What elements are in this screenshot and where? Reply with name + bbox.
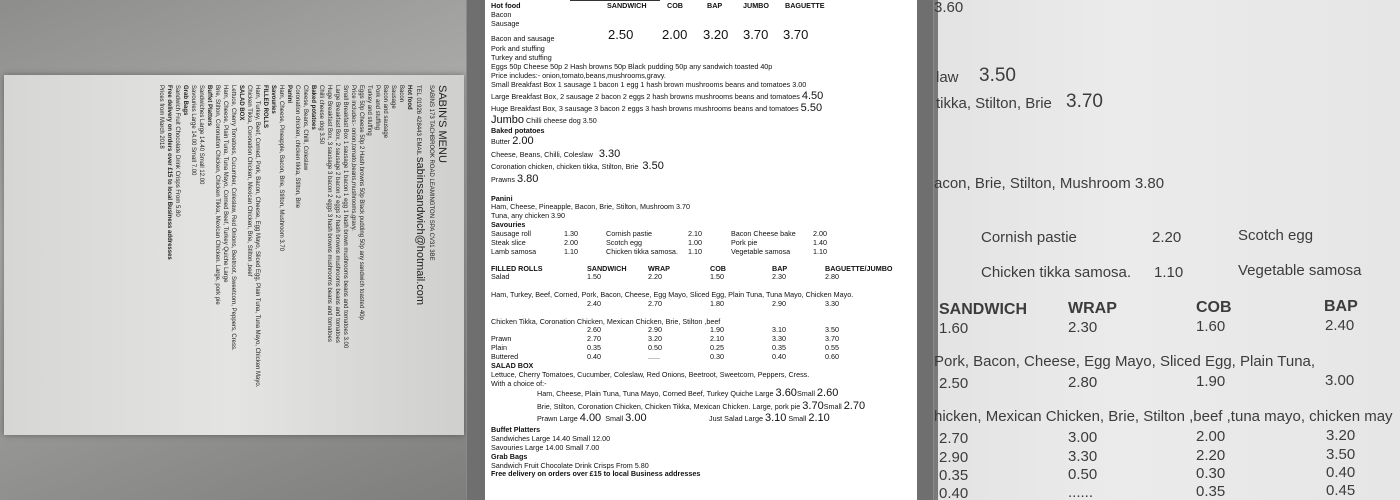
salad-row-wrap: 2.20 xyxy=(648,272,662,281)
buttered-row-baguette: 0.60 xyxy=(825,352,839,361)
salad-box-line: Lettuce, Cherry Tomatoes, Cucumber, Coleslaw, Red Onions, Beetroot, Sweetcorn, Peppers, Cress. xyxy=(491,370,810,379)
small-breakfast-line: Small Breakfast Box 1 sausage 1 bacon 1 egg 1 hash brown mushrooms beans and tomatoes 3.00 xyxy=(491,80,807,89)
photo-grab1: Sandwich Fruit Chocolate Drink Crisps From 5.80 xyxy=(174,85,180,217)
photo-bacon: Bacon xyxy=(398,85,404,103)
zoom-law: law xyxy=(936,69,959,86)
just-salad-small: 2.10 xyxy=(808,412,830,424)
photo-savouries: Savouries xyxy=(270,85,276,114)
price-includes-line: Price includes:- onion,tomato,beans,mushrooms,gravy. xyxy=(491,71,666,80)
prawns-price: 3.80 xyxy=(516,173,539,185)
photo-baked: Baked potatoes xyxy=(310,85,316,130)
choice1-small-label: Small xyxy=(796,389,815,398)
chicken-bap: 3.10 xyxy=(772,325,786,334)
sav-2-2: Scotch egg xyxy=(606,238,642,247)
menu-photo-rotated xyxy=(9,85,449,425)
zoom-r3-c4: 3.20 xyxy=(1326,427,1356,444)
item-bacon: Bacon xyxy=(491,10,512,19)
huge-breakfast-price: 5.50 xyxy=(800,102,823,114)
zoom-r4-c4: 3.50 xyxy=(1326,446,1356,463)
chicken-line: Chicken Tikka, Coronation Chicken, Mexican Chicken, Brie, Stilton ,beef xyxy=(491,317,721,326)
buttered-row-cob: 0.30 xyxy=(710,352,724,361)
tuna-line: Tuna, any chicken 3.90 xyxy=(491,211,566,220)
prawn-large-price: 4.00 xyxy=(579,412,602,424)
photo-bacon-sausage: Bacon and sausage xyxy=(382,85,388,139)
zoom-r6-c1: 0.40 xyxy=(939,485,969,500)
sav-2-3-price: 1.40 xyxy=(813,238,827,247)
photo-salad-box: SALAD BOX xyxy=(238,85,244,121)
just-salad-small-label: Small xyxy=(788,414,807,423)
col-baguette: BAGUETTE xyxy=(785,1,825,10)
zoom-vegsamosa: Vegetable samosa xyxy=(1238,262,1362,279)
photo-includes: Price includes:- onion,tomato,beans,mushrooms,gravy. xyxy=(350,85,356,231)
butter-label: Butter xyxy=(491,137,511,146)
rolls-title: FILLED ROLLS xyxy=(491,264,543,273)
photo-choice1: Ham, Cheese, Plain Tuna, Tuna Mayo, Corned Beef, Turkey Quiche Large xyxy=(222,85,228,283)
zoom-hdr-cob: COB xyxy=(1196,299,1232,316)
zoom-r2-c3: 1.90 xyxy=(1196,373,1226,390)
prawn-large-label: Prawn Large xyxy=(537,414,578,423)
chicken-sandwich: 2.60 xyxy=(587,325,601,334)
photo-rolls: FILLED ROLLS xyxy=(262,85,268,128)
zoom-acon: acon, Brie, Stilton, Mushroom 3.80 xyxy=(934,175,1165,192)
jumbo-text: Chilli cheese dog 3.50 xyxy=(526,116,597,125)
photo-huge-breakfast: Huge Breakfast Box, 3 sausage 3 bacon 2 eggs 3 hash browns mushrooms beans and tomatoes xyxy=(326,85,332,342)
sav-3-1-price: 1.10 xyxy=(564,247,578,256)
photo-turkey: Turkey and stuffing xyxy=(366,85,372,136)
sav-1-3: Bacon Cheese bake xyxy=(731,229,796,238)
photo-large-breakfast: Large Breakfast Box, 2 sausage 2 bacon 2 eggs 2 hash browns mushrooms beans and tomatoes xyxy=(334,85,340,343)
buttered-row-wrap: ...... xyxy=(648,352,660,361)
photo-tel: TEL 01926 428443 EMAIL xyxy=(415,85,421,156)
zoom-r2-c2: 2.80 xyxy=(1068,374,1098,391)
meats-line: Ham, Turkey, Beef, Corned, Pork, Bacon, Cheese, Egg Mayo, Sliced Egg, Plain Tuna, Tuna Mayo, Chicken Mayo. xyxy=(491,290,854,299)
chicken-baguette: 3.50 xyxy=(825,325,839,334)
zoom-hdr-wrap: WRAP xyxy=(1068,300,1117,317)
zoom-ctsamosa-price: 1.10 xyxy=(1154,264,1184,281)
photo-sausage: Sausage xyxy=(390,85,396,109)
baked-potatoes-title: Baked potatoes xyxy=(491,126,545,135)
choice1-text: Ham, Cheese, Plain Tuna, Tuna Mayo, Corned Beef, Turkey Quiche Large xyxy=(537,389,774,398)
rolls-col-cob: COB xyxy=(710,264,726,273)
zoom-law-price: 3.50 xyxy=(979,65,1016,86)
zoom-hdr-bap: BAP xyxy=(1324,298,1358,315)
prawn-small-price: 3.00 xyxy=(625,412,647,424)
zoom-pork-line: Pork, Bacon, Cheese, Egg Mayo, Sliced Egg, Plain Tuna, xyxy=(934,353,1316,370)
prawn-row-label: Prawn xyxy=(491,334,512,343)
just-salad-large: 3.10 xyxy=(764,412,787,424)
zoom-r5-c3: 0.30 xyxy=(1196,465,1226,482)
sav-1-1: Sausage roll xyxy=(491,229,531,238)
zoom-r4-c3: 2.20 xyxy=(1196,447,1226,464)
zoom-r4-c2: 3.30 xyxy=(1068,448,1098,465)
col-bap: BAP xyxy=(707,1,723,10)
photo-address: SABINS 173 TACHBROOK ROAD LEAMINGTON SPA CV31 3BE xyxy=(428,85,434,261)
plain-row-baguette: 0.55 xyxy=(825,343,839,352)
zoom-tikka-price: 3.70 xyxy=(1066,91,1103,112)
buffet-sandwiches: Sandwiches Large 14.40 Small 12.00 xyxy=(491,434,611,443)
zoom-r6-c4: 0.45 xyxy=(1326,482,1356,499)
grab-bags-line: Sandwich Fruit Chocolate Drink Crisps From 5.80 xyxy=(491,461,649,470)
zoom-r1-c3: 1.60 xyxy=(1196,318,1226,335)
chicken-cob: 1.90 xyxy=(710,325,724,334)
butter-price: 2.00 xyxy=(512,135,534,147)
photo-hot-food: Hot food xyxy=(406,85,412,110)
salad-row-cob: 1.50 xyxy=(710,272,724,281)
zoom-chicken-line: hicken, Mexican Chicken, Brie, Stilton ,beef ,tuna mayo, chicken may xyxy=(934,408,1393,425)
coro-price: 3.50 xyxy=(642,160,664,172)
hot-food-title: Hot food xyxy=(491,1,521,10)
zoom-r5-c4: 0.40 xyxy=(1326,464,1356,481)
choice2-large: 3.70 xyxy=(802,400,824,412)
prawn-row-cob: 2.10 xyxy=(710,334,724,343)
cbcc-label: Cheese, Beans, Chilli, Coleslaw xyxy=(491,150,593,159)
large-breakfast-price: 4.50 xyxy=(801,90,824,102)
zoom-r5-c2: 0.50 xyxy=(1068,466,1098,483)
zoom-r2-c4: 3.00 xyxy=(1325,372,1355,389)
photo-buffet2: Savouries Large 14.00 Small 7.00 xyxy=(190,85,196,176)
meats-sandwich: 2.40 xyxy=(587,299,601,308)
rolls-col-sandwich: SANDWICH xyxy=(587,264,627,273)
photo-salad-line: Lettuce, Cherry Tomatoes, Cucumber, Coleslaw, Red Onions, Beetroot, Sweetcorn, Peppers, Cress. xyxy=(230,85,236,351)
photo-panini: Panini xyxy=(286,85,292,104)
extras-line: Eggs 50p Cheese 50p 2 Hash browns 50p Black pudding 50p any sandwich toasted 40p xyxy=(491,62,773,71)
zoom-r6-c2: ...... xyxy=(1068,484,1094,500)
bs-price-jumbo: 3.70 xyxy=(743,27,769,42)
zoom-r1-c2: 2.30 xyxy=(1068,319,1098,336)
just-salad-label: Just Salad Large xyxy=(709,414,763,423)
choice1-small: 2.60 xyxy=(816,387,839,399)
grab-bags-title: Grab Bags xyxy=(491,452,528,461)
jumbo-label: Jumbo xyxy=(491,114,525,126)
bs-price-sandwich: 2.50 xyxy=(608,27,634,42)
prawns-label: Prawns xyxy=(491,175,515,184)
salad-row-sandwich: 1.50 xyxy=(587,272,601,281)
sav-1-3-price: 2.00 xyxy=(813,229,827,238)
zoom-cornish: Cornish pastie xyxy=(981,229,1077,246)
rolls-col-bap: BAP xyxy=(772,264,788,273)
sav-3-2: Chicken tikka samosa. xyxy=(606,247,678,256)
zoom-tikka: tikka, Stilton, Brie xyxy=(936,95,1052,112)
sav-3-3-price: 1.10 xyxy=(813,247,827,256)
buffet-savouries: Savouries Large 14.00 Small 7.00 xyxy=(491,443,600,452)
zoom-r1-c1: 1.60 xyxy=(939,320,969,337)
item-turkey-stuffing: Turkey and stuffing xyxy=(491,53,552,62)
chicken-wrap: 2.90 xyxy=(648,325,662,334)
photo-choice2: Brie, Stilton, Coronation Chicken, Chicken Tikka, Mexican Chicken. Large, pork pie xyxy=(214,85,220,305)
sav-1-2-price: 2.10 xyxy=(688,229,702,238)
sav-1-2: Cornish pastie xyxy=(606,229,652,238)
item-bacon-sausage: Bacon and sausage xyxy=(491,34,555,43)
sav-2-2-price: 1.00 xyxy=(688,238,702,247)
photo-small-breakfast: Small Breakfast Box 1 sausage 1 bacon 1 egg 1 hash brown mushrooms beans and tomatoes 3.00 xyxy=(342,85,348,349)
salad-box-title: SALAD BOX xyxy=(491,361,534,370)
zoom-ctsamosa: Chicken tikka samosa. xyxy=(981,264,1132,281)
prawn-row-baguette: 3.70 xyxy=(825,334,839,343)
photo-chicken: Chicken Tikka, Coronation Chicken, Mexican Chicken, Brie, Stilton ,beef xyxy=(246,85,252,277)
photo-delivery: Free delivery on orders over £15 to local Business addresses xyxy=(166,85,172,260)
delivery-line: Free delivery on orders over £15 to local Business addresses xyxy=(491,469,701,478)
plain-row-cob: 0.25 xyxy=(710,343,724,352)
buttered-row-bap: 0.40 xyxy=(772,352,786,361)
menu-photo-sheet xyxy=(4,75,464,435)
photo-jumbo: Chilli cheese dog 3.50 xyxy=(318,85,324,145)
sav-2-1: Steak slice xyxy=(491,238,526,247)
prawn-small-label: Small xyxy=(605,414,624,423)
zoom-hdr-sandwich: SANDWICH xyxy=(939,301,1027,318)
zoom-scotch: Scotch egg xyxy=(1238,227,1314,244)
savouries-title: Savouries xyxy=(491,220,526,229)
zoom-cornish-price: 2.20 xyxy=(1152,229,1182,246)
meats-bap: 2.90 xyxy=(772,299,786,308)
photo-buffet1: Sandwiches Large 14.40 Small 12.00 xyxy=(198,85,204,185)
prawn-row-bap: 3.30 xyxy=(772,334,786,343)
col-jumbo: JUMBO xyxy=(743,1,769,10)
choice-of: With a choice of:- xyxy=(491,379,547,388)
plain-row-bap: 0.35 xyxy=(772,343,786,352)
large-breakfast-line: Large Breakfast Box, 2 sausage 2 bacon 2 eggs 2 hash browns mushrooms beans and tomatoes xyxy=(491,92,800,101)
photo-date: Prices from March 2018 xyxy=(158,85,164,149)
zoom-r1-c4: 2.40 xyxy=(1325,317,1355,334)
col-cob: COB xyxy=(667,1,683,10)
sav-3-2-price: 1.10 xyxy=(688,247,702,256)
photo-email: sabinssandwich@hotmail.com xyxy=(414,156,426,306)
sav-1-1-price: 1.30 xyxy=(564,229,578,238)
photo-panini-line: Ham, Cheese, Pineapple, Bacon, Brie, Stilton, Mushroom 3.70 xyxy=(278,85,284,252)
photo-grab: Grab Bags xyxy=(182,85,188,116)
plain-row-label: Plain xyxy=(491,343,507,352)
buttered-row-label: Buttered xyxy=(491,352,519,361)
menu-scan-panel xyxy=(467,0,933,500)
photo-extras: Eggs 50p Cheese 50p 2 Hash browns 50p Black pudding 50p any sandwich toasted 40p xyxy=(358,85,364,320)
rolls-col-baguette: BAGUETTE/JUMBO xyxy=(825,264,893,273)
photo-pork: Pork and stuffing xyxy=(374,85,380,130)
sav-2-3: Pork pie xyxy=(731,238,758,247)
photo-title: SABIN'S MENU xyxy=(436,85,448,163)
meats-wrap: 2.70 xyxy=(648,299,662,308)
buffet-title: Buffet Platters xyxy=(491,425,541,434)
item-pork-stuffing: Pork and stuffing xyxy=(491,44,545,53)
menu-photo-panel xyxy=(0,0,466,500)
zoom-r6-c3: 0.35 xyxy=(1196,483,1226,500)
meats-baguette: 3.30 xyxy=(825,299,839,308)
plain-row-wrap: 0.50 xyxy=(648,343,662,352)
meats-cob: 1.80 xyxy=(710,299,724,308)
photo-cbcc: Cheese, Beans, Chilli, Coleslaw xyxy=(302,85,308,171)
photo-coro: Coronation chicken, chicken tikka, Stilton, Brie xyxy=(294,85,300,209)
choice2-small: 2.70 xyxy=(843,400,866,412)
sav-3-3: Vegetable samosa xyxy=(731,247,791,256)
photo-meats: Ham, Turkey, Beef, Corned, Pork, Bacon, Cheese, Egg Mayo, Sliced Egg, Plain Tuna, Tuna Mayo, Chicken Mayo. xyxy=(254,85,260,388)
menu-paper xyxy=(485,0,917,500)
zoom-top-price: 3.60 xyxy=(934,0,964,16)
bs-price-baguette: 3.70 xyxy=(783,27,809,42)
choice2-text: Brie, Stilton, Coronation Chicken, Chicken Tikka, Mexican Chicken. Large, pork pie xyxy=(537,402,801,411)
bs-price-bap: 3.20 xyxy=(703,27,729,42)
prawn-row-wrap: 3.20 xyxy=(648,334,662,343)
col-sandwich: SANDWICH xyxy=(607,1,647,10)
panini-title: Panini xyxy=(491,194,513,203)
salad-row-bap: 2.30 xyxy=(772,272,786,281)
salad-row-label: Salad xyxy=(491,272,510,281)
bs-price-cob: 2.00 xyxy=(662,27,688,42)
zoom-r3-c2: 3.00 xyxy=(1068,429,1098,446)
zoom-r4-c1: 2.90 xyxy=(939,449,969,466)
zoom-r3-c3: 2.00 xyxy=(1196,428,1226,445)
prawn-row-sandwich: 2.70 xyxy=(587,334,601,343)
rolls-col-wrap: WRAP xyxy=(648,264,670,273)
zoom-r5-c1: 0.35 xyxy=(939,467,969,484)
choice2-small-label: Small xyxy=(823,402,842,411)
sav-3-1: Lamb samosa xyxy=(491,247,537,256)
coro-label: Coronation chicken, chicken tikka, Stilton, Brie xyxy=(491,162,639,171)
buttered-row-sandwich: 0.40 xyxy=(587,352,601,361)
plain-row-sandwich: 0.35 xyxy=(587,343,601,352)
huge-breakfast-line: Huge Breakfast Box, 3 sausage 3 bacon 2 eggs 3 hash browns mushrooms beans and tomatoes xyxy=(491,104,799,113)
panini-line: Ham, Cheese, Pineapple, Bacon, Brie, Stilton, Mushroom 3.70 xyxy=(491,202,690,211)
zoom-r2-c1: 2.50 xyxy=(939,375,969,392)
salad-row-baguette: 2.80 xyxy=(825,272,839,281)
sav-2-1-price: 2.00 xyxy=(564,238,578,247)
item-sausage: Sausage xyxy=(491,19,520,28)
choice1-large: 3.60 xyxy=(775,387,797,399)
zoom-r3-c1: 2.70 xyxy=(939,430,969,447)
menu-zoom-panel xyxy=(934,0,1400,500)
photo-buffet: Buffet Platters xyxy=(206,85,212,127)
cbcc-price: 3.30 xyxy=(598,148,621,160)
